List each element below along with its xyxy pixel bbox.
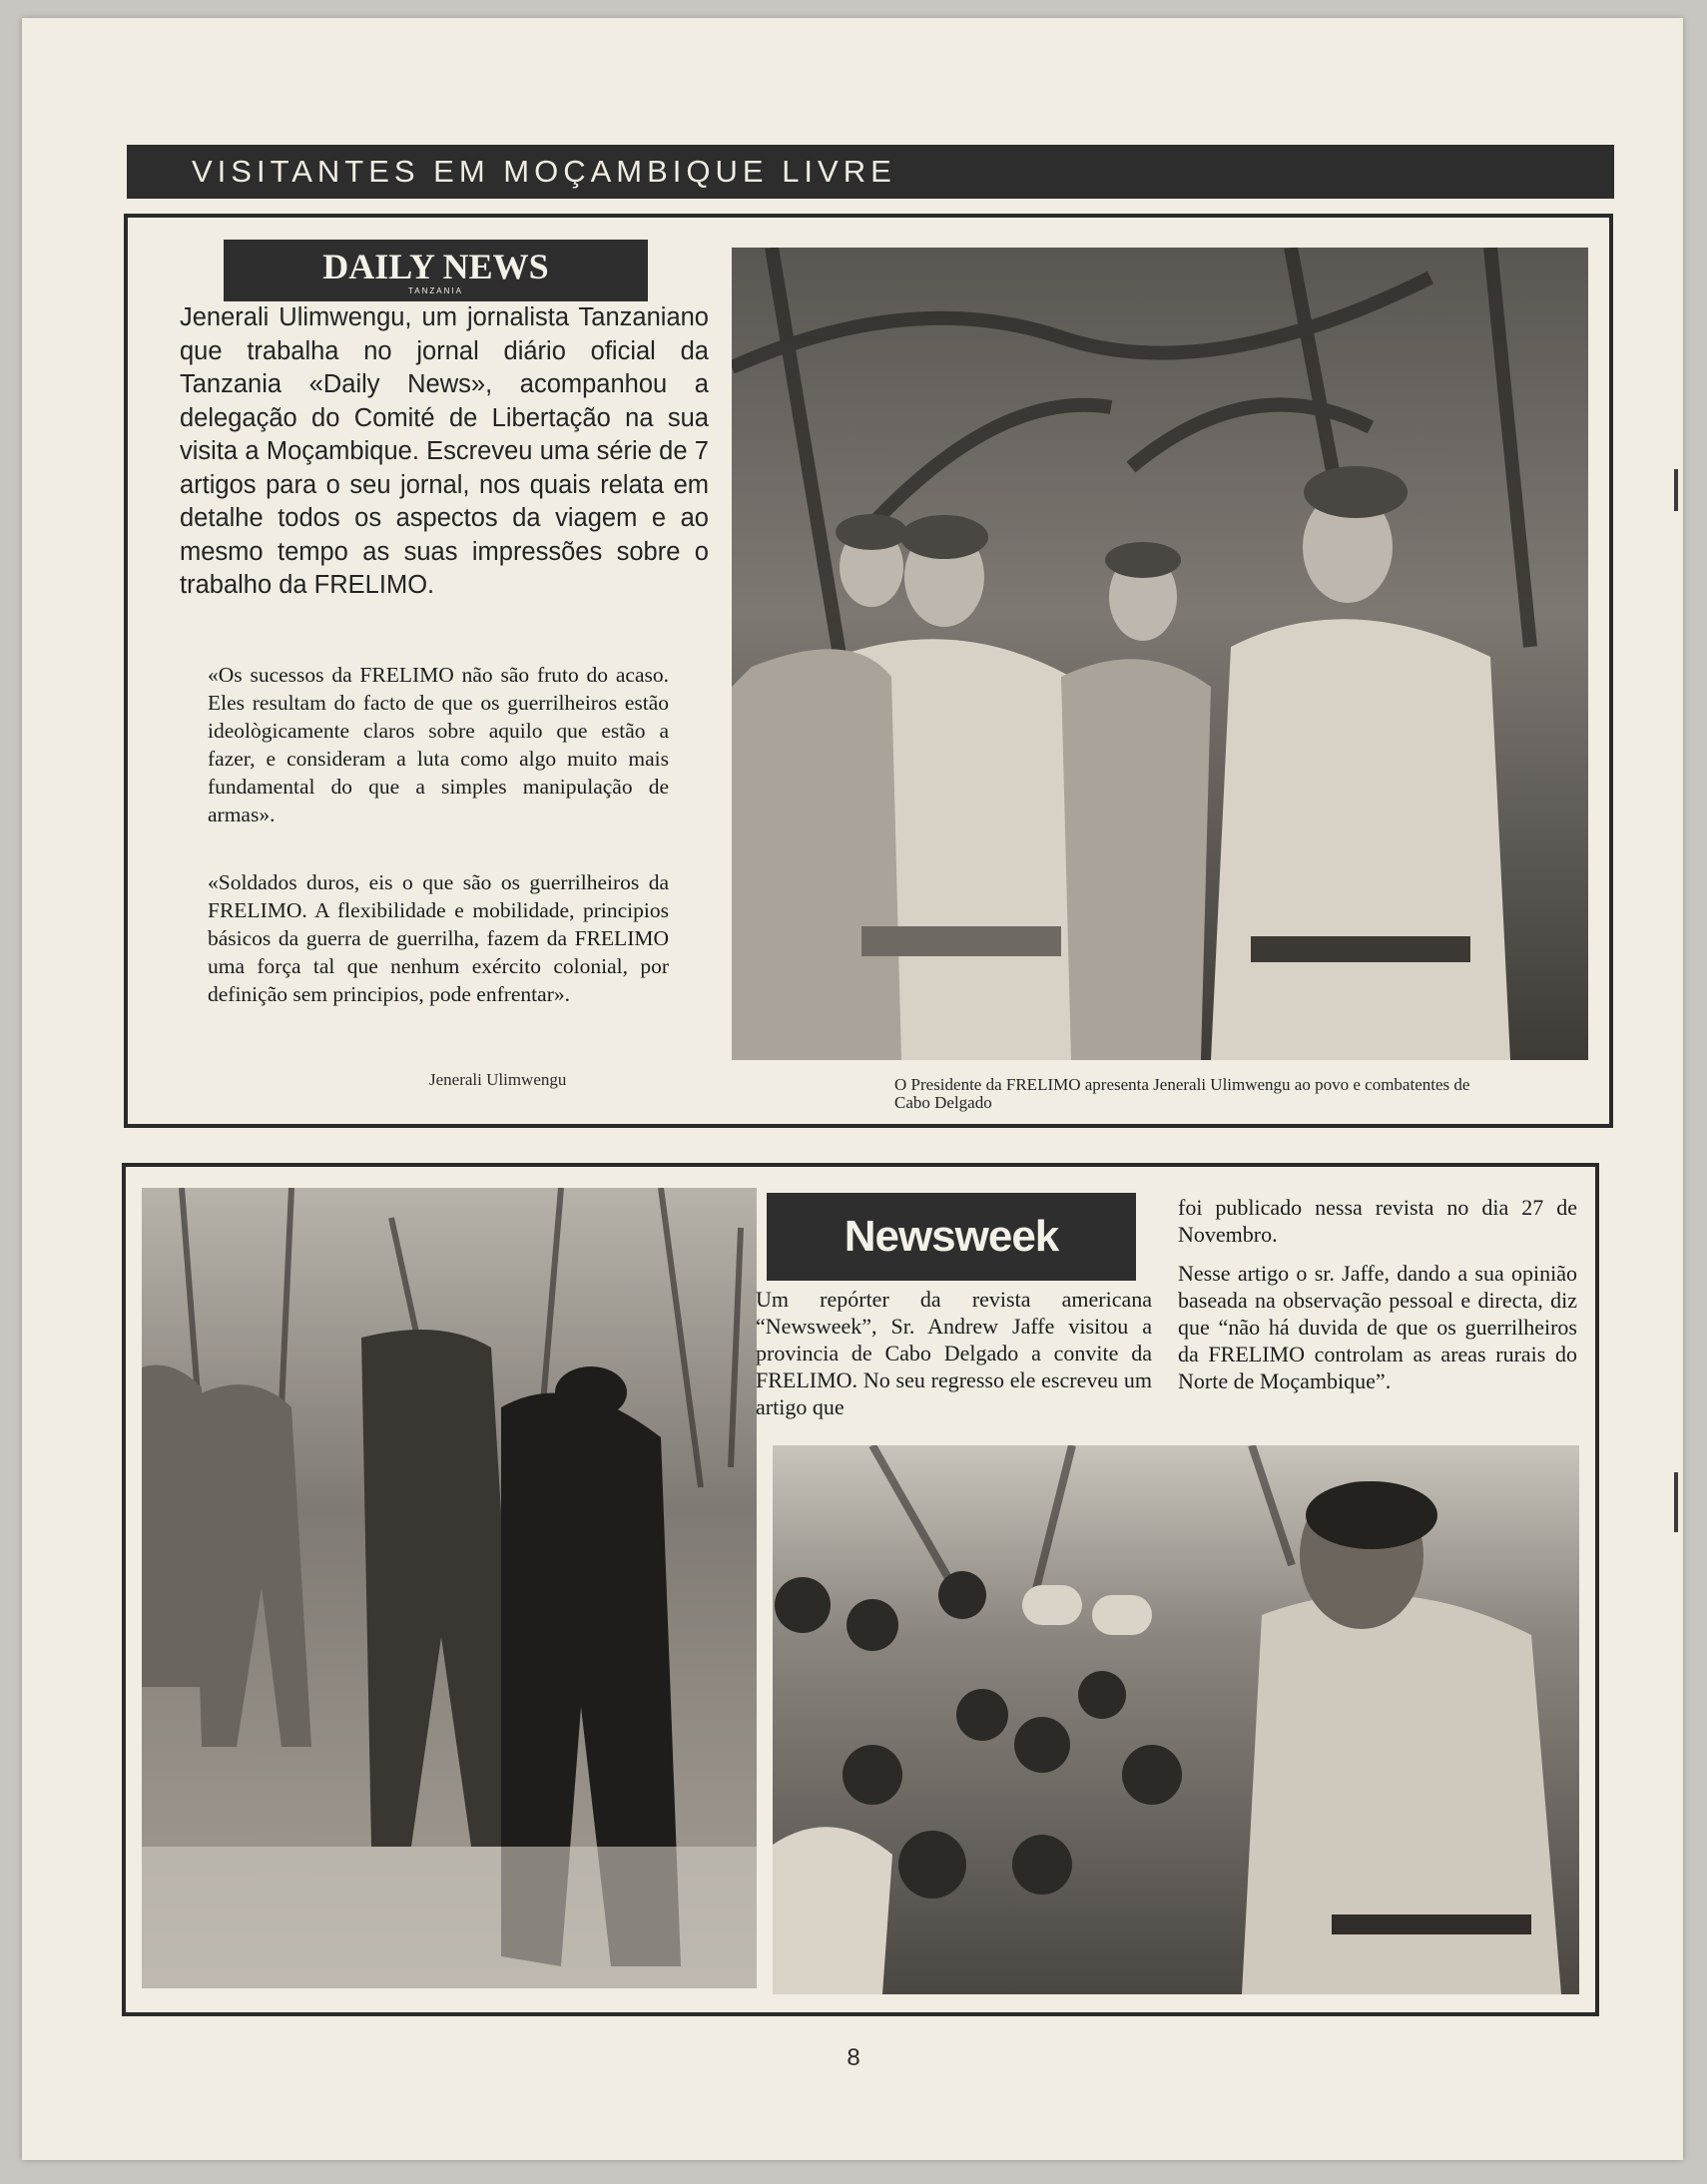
newsweek-logo: Newsweek — [844, 1212, 1059, 1261]
quote-2-text: «Soldados duros, eis o que são os guerrilheiros da FRELIMO. A flexibilidade e mobilidade, principios básicos da guerra de guerrilha, fazem da FRELIMO uma força tal que nenhum exército colonial, por definição sem principios, pode enfrentar». — [208, 870, 669, 1006]
quote-1-text: «Os sucessos da FRELIMO não são fruto do acaso. Eles resultam do facto de que os guerrilheiros estão ideològicamente claros sobre aquilo que estão a fazer, e consideram a luta como algo muito mais fundamental do que a simples manipulação de armas». — [208, 663, 669, 826]
daily-news-byline: Jenerali Ulimwengu — [429, 1070, 567, 1089]
newsweek-text-2-body: foi publicado nessa revista no dia 27 de Novembro. — [1178, 1195, 1577, 1247]
newsweek-text-3-body: Nesse artigo o sr. Jaffe, dando a sua opinião baseada na observação pessoal e directa, diz que “não há duvida de que os guerrilheiros da FRELIMO controlam as areas rurais do Norte de Moçambique”. — [1178, 1261, 1577, 1393]
newsweek-text-1 — [756, 1286, 1152, 1420]
section-banner — [127, 145, 1614, 199]
newsweek-text-1-body: Um repórter da revista americana “Newsweek”, Sr. Andrew Jaffe visitou a provincia de Cabo Delgado a convite da FRELIMO. No seu regresso ele escreveu um artigo que — [756, 1287, 1152, 1419]
daily-news-logo: DAILY NEWS — [322, 247, 549, 286]
newsweek-text-3 — [1178, 1260, 1577, 1394]
daily-news-quote-2 — [208, 868, 669, 1008]
newsweek-text-2 — [1178, 1194, 1577, 1248]
daily-news-logo-sub: TANZANIA — [408, 286, 463, 295]
binder-mark-top — [1674, 469, 1678, 511]
photo-frelimo-president-with-journalist — [732, 248, 1588, 1060]
newsweek-masthead — [767, 1193, 1136, 1281]
banner-title: VISITANTES EM MOÇAMBIQUE LIVRE — [192, 154, 896, 189]
photo-guerrillas-walking — [142, 1188, 757, 1988]
photo-caption-1: O Presidente da FRELIMO apresenta Jenerali Ulimwengu ao povo e combatentes de Cabo Delgado — [894, 1075, 1470, 1112]
page-number: 8 — [847, 2044, 860, 2071]
photo-reporter-with-children — [773, 1445, 1579, 1994]
daily-news-masthead — [224, 240, 648, 301]
daily-news-intro: Jenerali Ulimwengu, um jornalista Tanzaniano que trabalha no jornal diário oficial da Tanzania «Daily News», acompanhou a delegação do Comité de Libertação na sua visita a Moçambique. Escreveu uma série de 7 artigos para o seu jornal, nos quais relata em detalhe todos os aspectos da viagem e ao mesmo tempo as suas impressões sobre o trabalho da FRELIMO. — [180, 303, 709, 599]
binder-mark-bottom — [1674, 1472, 1678, 1532]
daily-news-quote-1 — [208, 661, 669, 828]
